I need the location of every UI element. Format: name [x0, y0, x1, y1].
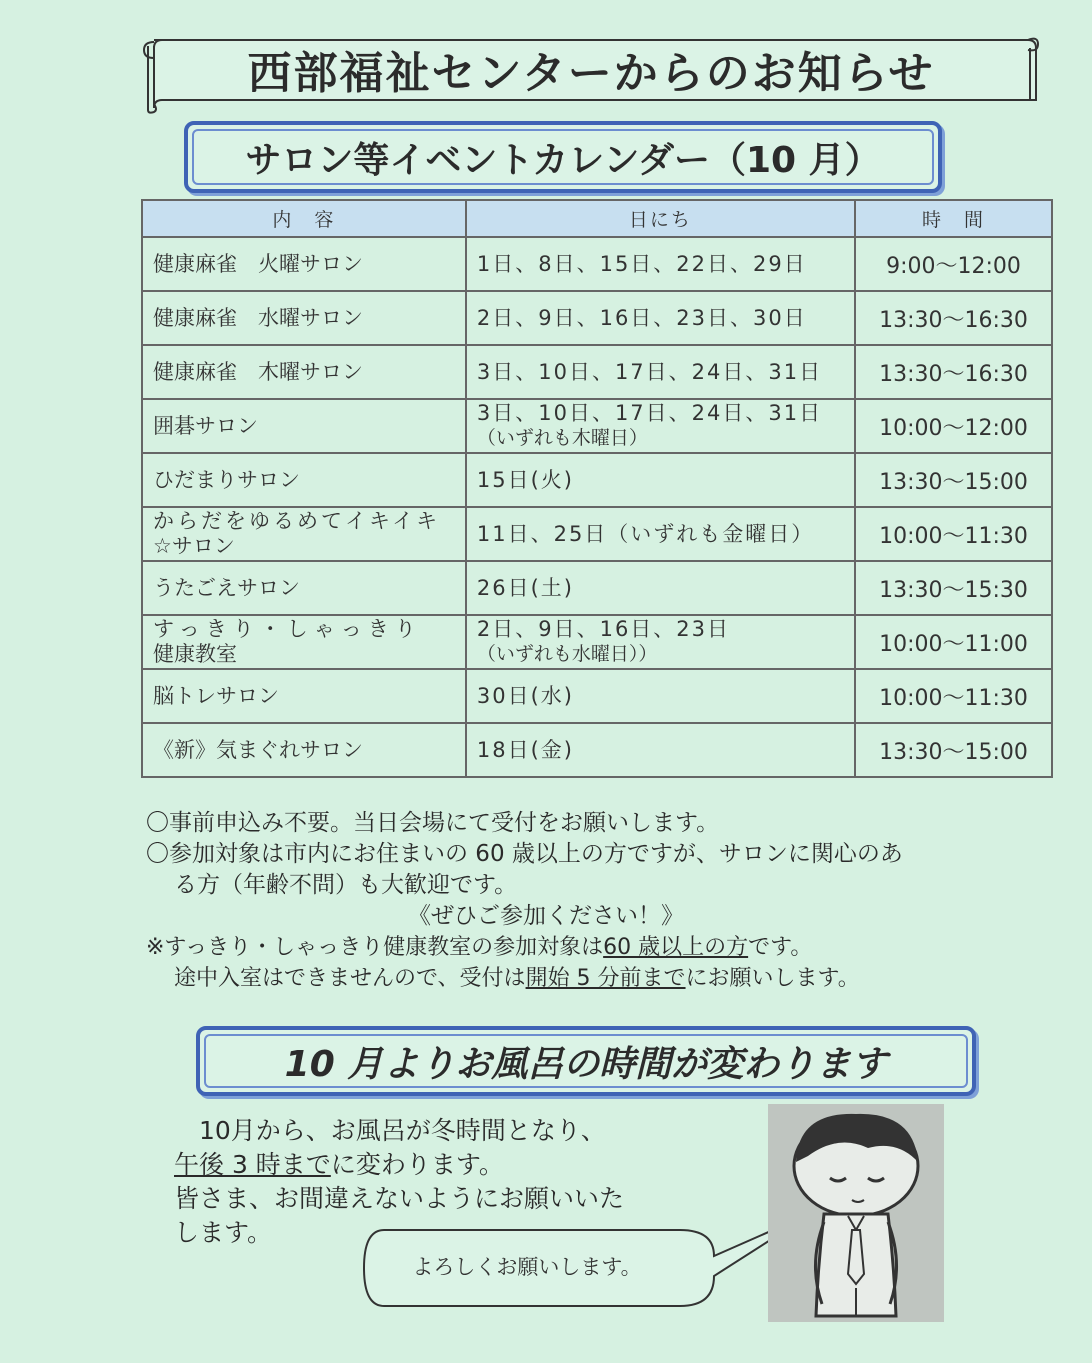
event-dates: 15日(火) — [466, 453, 855, 507]
table-row — [142, 453, 1052, 507]
event-name: からだをゆるめてイキイキ — [153, 509, 441, 533]
column-header-dates: 日にち — [466, 200, 855, 237]
bath-time-heading — [196, 1026, 976, 1096]
event-name: 健康麻雀 木曜サロン — [142, 345, 466, 399]
event-time: 10:00～11:30 — [855, 669, 1052, 723]
event-name-cell — [142, 615, 466, 669]
table-header-row — [142, 200, 1052, 237]
event-name: 《新》気まぐれサロン — [142, 723, 466, 777]
event-name-line2: 健康教室 — [153, 642, 237, 666]
note-line — [146, 932, 1066, 963]
salon-calendar-heading — [184, 121, 942, 193]
event-time: 10:00～11:00 — [855, 615, 1052, 669]
event-name-cell — [142, 507, 466, 561]
salon-calendar-title: サロン等イベントカレンダー（10 月） — [245, 139, 881, 181]
notes-section — [146, 808, 1066, 994]
table-row — [142, 507, 1052, 561]
table-row — [142, 237, 1052, 291]
note-underlined: 60 歳以上の方 — [603, 935, 749, 960]
event-name: すっきり・しゃっきり — [153, 617, 422, 641]
event-name: 囲碁サロン — [142, 399, 466, 453]
table-row — [142, 615, 1052, 669]
event-time: 13:30～15:00 — [855, 453, 1052, 507]
event-time: 13:30～15:00 — [855, 723, 1052, 777]
note-underlined: 開始 5 分前まで — [525, 966, 686, 991]
event-name-line2: ☆サロン — [153, 534, 235, 558]
bath-time-title: 10 月よりお風呂の時間が変わります — [284, 1043, 888, 1085]
note-text: です。 — [748, 935, 813, 960]
event-dates-note: （いずれも木曜日） — [476, 427, 648, 449]
table-row — [142, 345, 1052, 399]
note-line — [146, 963, 1066, 994]
event-dates: 18日(金) — [466, 723, 855, 777]
note-text: 途中入室はできませんので、受付は — [174, 966, 526, 991]
note-line: 〇事前申込み不要。当日会場にて受付をお願いします。 — [146, 810, 720, 836]
event-time: 10:00～12:00 — [855, 399, 1052, 453]
event-time: 13:30～16:30 — [855, 291, 1052, 345]
column-header-time: 時 間 — [855, 200, 1052, 237]
bath-line: 皆さま、お間違えないようにお願いいた — [174, 1184, 625, 1213]
note-text: ※すっきり・しゃっきり健康教室の参加対象は — [146, 935, 604, 960]
event-time: 9:00～12:00 — [855, 237, 1052, 291]
event-time: 13:30～15:30 — [855, 561, 1052, 615]
event-time: 10:00～11:30 — [855, 507, 1052, 561]
note-text: にお願いします。 — [685, 966, 860, 991]
event-calendar-table — [141, 199, 1053, 778]
bubble-text: よろしくお願いします。 — [412, 1255, 642, 1279]
bowing-person-icon — [768, 1104, 944, 1322]
title-banner — [142, 32, 1040, 114]
event-dates: 3日、10日、17日、24日、31日 — [466, 345, 855, 399]
event-name: ひだまりサロン — [142, 453, 466, 507]
event-dates: 30日(水) — [466, 669, 855, 723]
event-dates: 11日、25日（いずれも金曜日） — [466, 507, 855, 561]
table-row — [142, 669, 1052, 723]
note-line: る方（年齢不問）も大歓迎です。 — [174, 872, 518, 898]
event-time: 13:30～16:30 — [855, 345, 1052, 399]
event-dates-cell — [466, 615, 855, 669]
event-dates-cell — [466, 399, 855, 453]
event-dates: 2日、9日、16日、23日 — [476, 617, 731, 641]
table-row — [142, 399, 1052, 453]
event-dates: 1日、8日、15日、22日、29日 — [466, 237, 855, 291]
bath-line — [174, 1148, 734, 1182]
bath-underlined: 午後 3 時まで — [174, 1150, 331, 1179]
note-line: 〇参加対象は市内にお住まいの 60 歳以上の方ですが、サロンに関心のあ — [146, 841, 903, 867]
column-header-content: 内 容 — [142, 200, 466, 237]
event-dates: 26日(土) — [466, 561, 855, 615]
bowing-person-illustration — [768, 1104, 944, 1322]
event-name: 脳トレサロン — [142, 669, 466, 723]
event-name: 健康麻雀 水曜サロン — [142, 291, 466, 345]
event-name: 健康麻雀 火曜サロン — [142, 237, 466, 291]
event-dates-note: （いずれも水曜日）） — [476, 643, 658, 665]
event-name: うたごえサロン — [142, 561, 466, 615]
bath-line: します。 — [174, 1218, 273, 1247]
event-dates: 3日、10日、17日、24日、31日 — [476, 401, 823, 425]
table-row — [142, 291, 1052, 345]
table-row — [142, 723, 1052, 777]
table-row — [142, 561, 1052, 615]
bath-line: 10月から、お風呂が冬時間となり、 — [174, 1116, 606, 1145]
note-callout: 《ぜひご参加ください！》 — [408, 903, 684, 929]
page-title: 西部福祉センターからのお知らせ — [247, 48, 935, 99]
speech-bubble — [362, 1206, 822, 1312]
bath-text: に変わります。 — [330, 1150, 504, 1179]
event-dates: 2日、9日、16日、23日、30日 — [466, 291, 855, 345]
